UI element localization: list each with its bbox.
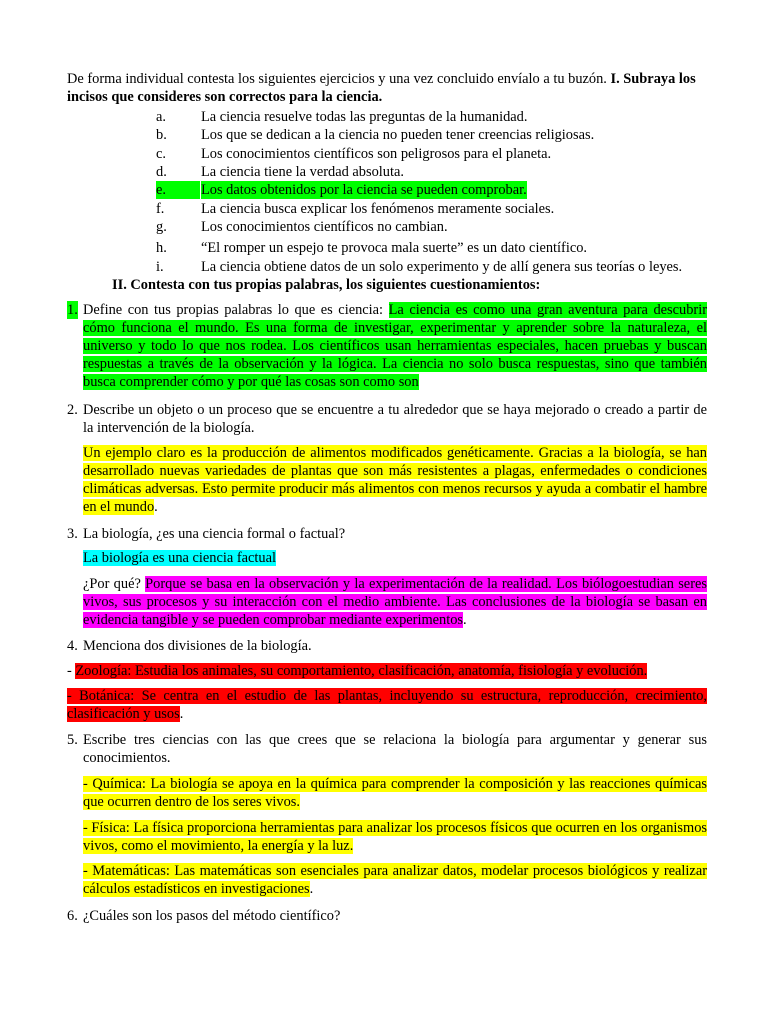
option-letter: d.	[156, 164, 167, 180]
fisica-highlight: - Física: La física proporciona herramientas para analizar los procesos físicos que ocurren en los organismos vivos, como el movimiento, la energía y la luz.	[83, 820, 707, 854]
option-text: Los datos obtenidos por la ciencia se pueden comprobar.	[201, 182, 527, 198]
option-c	[156, 145, 716, 163]
option-a	[156, 108, 716, 126]
science-fisica	[83, 819, 707, 855]
option-f	[156, 200, 716, 218]
section1-title: I. Subraya los incisos que consideres son correctos para la ciencia.	[67, 71, 696, 105]
instruction-text: De forma individual contesta los siguientes ejercicios y una vez concluido envíalo a tu buzón.	[67, 71, 607, 87]
option-g	[156, 218, 716, 236]
division-botanica	[67, 687, 707, 723]
question-text: Menciona dos divisiones de la biología.	[83, 638, 312, 654]
answer-end: .	[154, 499, 158, 515]
question-number: 2.	[67, 402, 78, 418]
option-text: “El romper un espejo te provoca mala suerte” es un dato científico.	[201, 240, 587, 256]
question-text: ¿Cuáles son los pasos del método científico?	[83, 908, 341, 924]
answer-2	[83, 444, 707, 516]
option-text: La ciencia resuelve todas las preguntas de la humanidad.	[201, 109, 528, 125]
option-text: Los conocimientos científicos no cambian.	[201, 219, 448, 235]
why-end: .	[463, 612, 467, 628]
matematicas-end: .	[309, 881, 314, 897]
science-quimica	[83, 775, 707, 811]
option-text: La ciencia obtiene datos de un solo experimento y de allí genera sus teorías o leyes.	[201, 259, 683, 275]
question-text: Define con tus propias palabras lo que es ciencia:	[83, 302, 384, 318]
option-letter: b.	[156, 127, 167, 143]
option-i	[156, 258, 716, 276]
option-letter: a.	[156, 109, 166, 125]
answer-3-why	[83, 575, 707, 629]
option-letter: c.	[156, 146, 166, 162]
botanica-highlight: - Botánica: Se centra en el estudio de las plantas, incluyendo su estructura, reproducción, crecimiento, clasificación y usos	[67, 688, 707, 722]
answer-3	[83, 549, 707, 567]
botanica-end: .	[179, 706, 184, 722]
option-text: La ciencia tiene la verdad absoluta.	[201, 164, 404, 180]
option-text: La ciencia busca explicar los fenómenos meramente sociales.	[201, 201, 555, 217]
division-zoologia	[67, 662, 707, 680]
why-highlight: Porque se basa en la observación y la experimentación de la realidad. Los biólogoestudian seres vivos, sus procesos y su interacción con el medio ambiente. Las conclusiones de la biología se basan en evidencia tangible y se pueden comprobar mediante experimentos	[83, 576, 707, 628]
section2-title: II. Contesta con tus propias palabras, los siguientes cuestionamientos:	[112, 277, 541, 293]
question-text-block	[83, 301, 707, 391]
option-letter: i.	[156, 259, 164, 275]
intro-paragraph	[67, 70, 707, 106]
question-text: La biología, ¿es una ciencia formal o factual?	[83, 526, 346, 542]
zoologia-dash: -	[67, 663, 76, 679]
question-number: 3.	[67, 526, 78, 542]
question-number: 6.	[67, 908, 78, 924]
option-letter: e.	[156, 181, 200, 199]
option-b	[156, 126, 716, 144]
option-text: Los que se dedican a la ciencia no pueden tener creencias religiosas.	[201, 127, 595, 143]
option-text: Los conocimientos científicos son peligrosos para el planeta.	[201, 146, 552, 162]
question-text: Escribe tres ciencias con las que crees que se relaciona la biología para argumentar y generar sus conocimientos.	[83, 732, 707, 766]
option-d	[156, 163, 716, 181]
option-letter: h.	[156, 240, 167, 256]
option-letter: f.	[156, 201, 165, 217]
science-matematicas	[83, 862, 707, 898]
zoologia-highlight: Zoología: Estudia los animales, su comportamiento, clasificación, anatomía, fisiología y evolución.	[75, 663, 648, 679]
option-h	[156, 239, 716, 257]
option-e-highlighted	[156, 181, 716, 199]
quimica-highlight: - Química: La biología se apoya en la química para comprender la composición y las reacciones químicas que ocurren dentro de los seres vivos.	[83, 776, 707, 810]
why-label: ¿Por qué?	[83, 576, 141, 592]
answer-highlight: La biología es una ciencia factual	[83, 550, 276, 566]
answer-highlight: La ciencia es como una gran aventura para descubrir cómo funciona el mundo. Es una forma de investigar, experimentar y aprender sobre la naturaleza, el universo y todo lo que nos rodea. Los científicos usan herramientas especiales, hacen pruebas y buscan respuestas a través de la observación y la lógica. La ciencia no solo busca respuestas, sino que también busca comprender cómo y por qué las cosas son como son	[83, 302, 707, 390]
option-letter: g.	[156, 219, 167, 235]
answer-highlight: Un ejemplo claro es la producción de alimentos modificados genéticamente. Gracias a la biología, se han desarrollado nuevas variedades de plantas que son más resistentes a plagas, enfermedades o condiciones climáticas adversas. Esto permite producir más alimentos con menos recursos y ayuda a combatir el hambre en el mundo	[83, 445, 707, 515]
question-number: 4.	[67, 638, 78, 654]
question-number: 5.	[67, 732, 78, 748]
matematicas-highlight: - Matemáticas: Las matemáticas son esenciales para analizar datos, modelar procesos biológicos y realizar cálculos estadísticos en investigaciones	[83, 863, 707, 897]
question-text: Describe un objeto o un proceso que se encuentre a tu alrededor que se haya mejorado o creado a partir de la intervención de la biología.	[83, 402, 707, 436]
question-number: 1.	[67, 302, 78, 318]
